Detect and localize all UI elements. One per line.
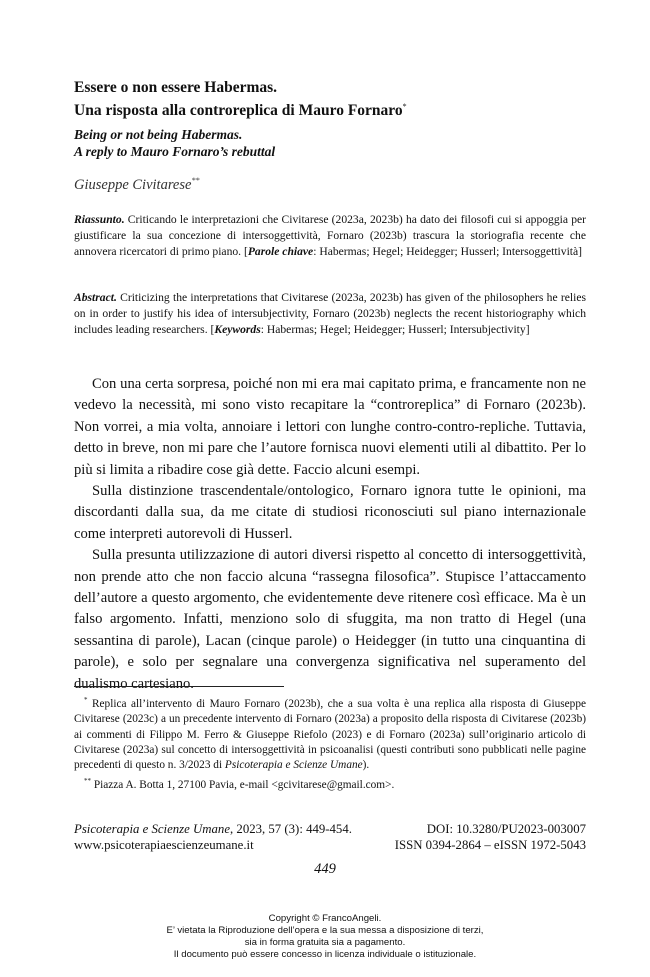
doi: DOI: 10.3280/PU2023-003007	[426, 822, 586, 836]
footnote-2: ** Piazza A. Botta 1, 27100 Pavia, e-mail <gcivitarese@gmail.com>.	[84, 776, 395, 791]
english-title	[74, 126, 586, 160]
footnote-divider	[74, 686, 284, 687]
author-name: Giuseppe Civitarese	[74, 176, 192, 193]
footnote-1-journal: Psicoterapia e Scienze Umane	[224, 759, 363, 772]
paragraph-2: Sulla distinzione trascendentale/ontologico, Fornaro ignora tutte le opinioni, ma discordanti dalla sua, da me citate di studiosi riconosciuti sul piano internazionale come interpreti autorevoli di Husserl.	[74, 483, 586, 542]
riassunto-label: Riassunto.	[74, 213, 125, 226]
author-footnote-mark: **	[191, 176, 200, 185]
body-text	[74, 374, 586, 695]
english-title-line-2: A reply to Mauro Fornaro’s rebuttal	[74, 144, 276, 159]
copyright-line-4: Il documento può essere concesso in licenza individuale o istituzionale.	[173, 949, 477, 960]
journal-info	[74, 821, 586, 853]
title-footnote-mark: *	[402, 102, 407, 111]
title-line-1: Essere o non essere Habermas.	[74, 79, 278, 96]
journal-website: www.psicoterapiaescienzeumane.it	[74, 838, 254, 852]
keywords: : Habermas; Hegel; Heidegger; Husserl; Intersubjectivity]	[260, 323, 530, 336]
journal-citation: Psicoterapia e Scienze Umane, 2023, 57 (3): 449-454.	[74, 822, 352, 836]
riassunto	[74, 212, 586, 260]
title-line-2: Una risposta alla controreplica di Mauro Fornaro*	[74, 102, 407, 120]
english-title-line-1: Being or not being Habermas.	[74, 127, 243, 142]
riassunto-text: Criticando le interpretazioni che Civitarese (2023a, 2023b) ha dato dei filosofi cui si appoggia per giustificare la sua concezione di intersoggettività, Fornaro (2023b) trascura la storiografia recente che annovera ricercatori di primo piano. [	[74, 213, 586, 258]
footnote-1-mark: *	[84, 696, 88, 704]
footnote-2-mark: **	[84, 776, 91, 785]
abstract-label: Abstract.	[74, 291, 117, 304]
parole-chiave-label: Parole chiave	[247, 245, 314, 258]
paragraph-1: Con una certa sorpresa, poiché non mi era mai capitato prima, e francamente non ne vedevo la necessità, mi sono visto recapitare la “controreplica” di Fornaro (2023b). Non vorrei, a mia volta, annoiare i lettori con lunghe contro-contro-repliche. Tuttavia, detto in breve, non mi pare che l’autore fornisca nuovi elementi utili al dibattito. Per lo più si limita a ribadire cose già dette. Faccio alcuni esempi.	[74, 376, 586, 478]
issn: ISSN 0394-2864 – eISSN 1972-5043	[394, 838, 586, 852]
article-title	[74, 78, 586, 120]
footnote-1: * Replica all’intervento di Mauro Fornaro (2023b), che a sua volta è una replica alla risposta di Giuseppe Civitarese (2023c) a un precedente intervento di Fornaro (2023a) a proposito della risposta di Civitarese (2023b) ai commenti di Filippo M. Ferro & Giuseppe Riefolo (2023) e di Fornaro (2023a) sull’originario articolo di Civitarese (2023a) sul concetto di intersoggettività in psicoanalisi (questi contributi sono pubblicati nelle pagine precedenti di questo n. 3/2023 di Psicoterapia e Scienze Umane).	[74, 696, 586, 772]
page-number: 449	[314, 861, 336, 877]
abstract-text: Criticizing the interpretations that Civitarese (2023a, 2023b) has given of the philosophers he relies on in order to justify his idea of intersubjectivity, Fornaro (2023b) neglects the recent historiography which includes leading researchers. [	[74, 291, 586, 336]
author	[74, 176, 586, 194]
parole-chiave: : Habermas; Hegel; Heidegger; Husserl; Intersoggettività]	[313, 245, 583, 258]
copyright-line-1: Copyright © FrancoAngeli.	[268, 913, 382, 924]
paragraph-3: Sulla presunta utilizzazione di autori diversi rispetto al concetto di intersoggettività, non prende atto che non faccio alcuna “rassegna filosofica”. Stupisce l’attaccamento dell’autore a questo argomento, che evidentemente deve ritenere così efficace. Ma è un falso argomento. Infatti, menziono solo di sfuggita, ma non tratto di Hegel (una sessantina di parole), Lacan (cinque parole) o Heidegger (in tutto una cinquantina di parole), e solo per segnalare una convergenza significativa nel superamento del dualismo cartesiano.	[74, 547, 586, 692]
copyright-line-3: sia in forma gratuita sia a pagamento.	[244, 937, 406, 948]
keywords-label: Keywords	[214, 323, 261, 336]
copyright-line-2: E’ vietata la Riproduzione dell’opera e la sua messa a disposizione di terzi,	[166, 925, 484, 936]
abstract	[74, 290, 586, 338]
copyright-notice	[0, 913, 650, 961]
footnotes	[74, 693, 586, 793]
journal-name: Psicoterapia e Scienze Umane	[74, 822, 231, 836]
